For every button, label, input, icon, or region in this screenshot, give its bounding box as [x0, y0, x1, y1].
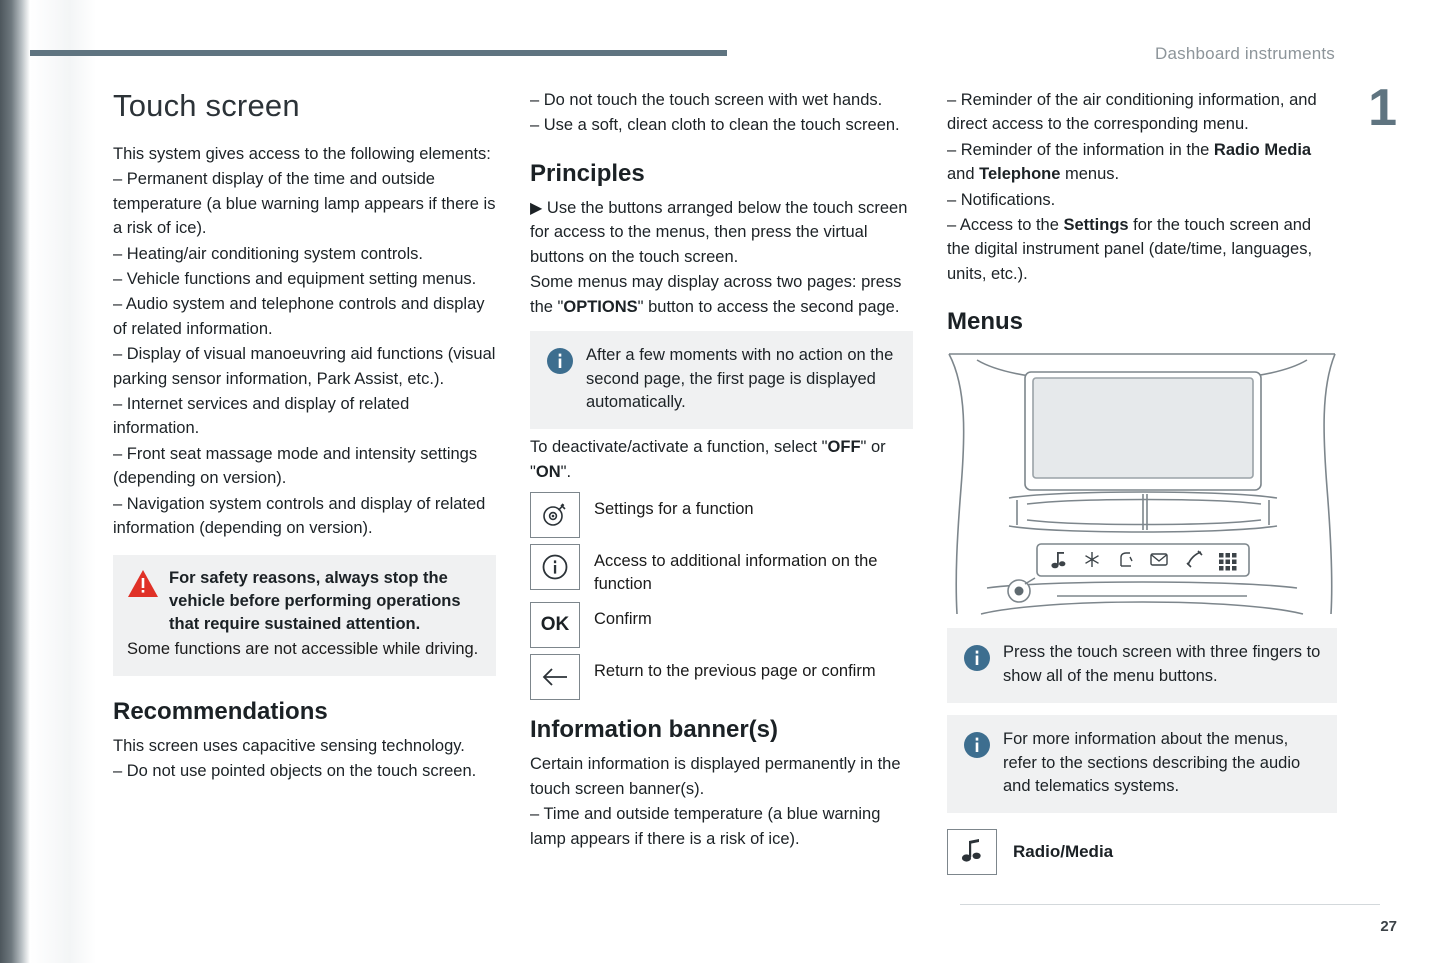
info-circle-icon — [530, 544, 580, 590]
book-gutter-inner — [30, 0, 96, 963]
list-item: – Use a soft, clean cloth to clean the touch screen. — [530, 116, 900, 135]
bullet4-post: for the touch screen and the digital instrument panel (date/time, languages, units, etc.). — [947, 216, 1313, 283]
info-box-three-fingers — [947, 628, 1337, 703]
radio-media-entry — [947, 829, 1337, 875]
info-circle-icon — [546, 344, 574, 415]
ok-text-icon — [530, 602, 580, 648]
music-note-icon — [947, 829, 997, 875]
intro-paragraph: This system gives access to the following elements: — [113, 145, 491, 163]
warning-bold-text: For safety reasons, always stop the vehicle before performing operations that require sustained attention. — [169, 568, 461, 634]
symbol-table — [530, 492, 913, 700]
list-item: – Navigation system controls and display of related information (depending on version). — [113, 494, 486, 538]
list-item: – Reminder of the air conditioning information, and direct access to the corresponding menu. — [947, 91, 1317, 134]
principles-p2-pre: Some menus may display across two pages: press the " — [530, 273, 902, 316]
list-item: – Do not touch the touch screen with wet hands. — [530, 91, 883, 109]
info-circle-icon — [963, 728, 991, 799]
deactivate-paragraph — [530, 435, 913, 484]
deactivate-mid: " or " — [530, 438, 886, 481]
symbol-row — [530, 654, 913, 700]
info-box-two-pages — [530, 331, 913, 429]
list-item: – Display of visual manoeuvring aid functions (visual parking sensor information, Park Assist, etc.). — [113, 345, 496, 388]
footer-rule — [960, 904, 1380, 905]
deactivate-post: ". — [560, 462, 572, 481]
principles-p2-bold: OPTIONS — [563, 297, 638, 316]
info-box-text: After a few moments with no action on the second page, the first page is displayed automatically. — [586, 346, 894, 411]
back-arrow-icon — [530, 654, 580, 700]
info-circle-icon — [963, 641, 991, 689]
book-gutter-shadow — [0, 0, 30, 963]
header-section-title: Dashboard instruments — [1155, 44, 1335, 63]
arrow-bullet-icon: ▶ — [530, 199, 543, 217]
principles-heading: Principles — [530, 159, 645, 187]
list-item: – Audio system and telephone controls and display of related information. — [113, 295, 485, 338]
info-box-text: For more information about the menus, refer to the sections describing the audio and telematics systems. — [1003, 730, 1301, 795]
principles-paragraph-1-text: Use the buttons arranged below the touch screen for access to the menus, then press the virtual buttons on the touch screen. — [530, 198, 908, 266]
deactivate-pre: To deactivate/activate a function, select " — [530, 438, 828, 457]
list-item: – Do not use pointed objects on the touch screen. — [113, 762, 477, 781]
symbol-label: Settings for a function — [594, 500, 754, 519]
list-item: – Internet services and display of related information. — [113, 395, 410, 438]
column-one — [113, 88, 496, 785]
principles-p2-post: " button to access the second page. — [637, 297, 900, 316]
paragraph: This screen uses capacitive sensing technology. — [113, 736, 465, 755]
page-title: Touch screen — [113, 88, 300, 123]
info-box-text: Press the touch screen with three fingers to show all of the menu buttons. — [1003, 643, 1321, 685]
symbol-row — [530, 492, 913, 538]
information-banner-heading: Information banner(s) — [530, 716, 779, 744]
warning-normal-text: Some functions are not accessible while driving. — [127, 639, 479, 658]
principles-paragraph-1 — [530, 196, 913, 269]
radio-media-label: Radio/Media — [1013, 842, 1114, 862]
symbol-row — [530, 544, 913, 596]
deactivate-off: OFF — [827, 438, 861, 457]
bullet2-mid: and — [947, 165, 980, 184]
symbol-label: Return to the previous page or confirm — [594, 662, 876, 681]
recommendations-heading: Recommendations — [113, 697, 328, 725]
header-rule — [30, 50, 727, 56]
bullet2-pre: – Reminder of the information in the — [947, 140, 1214, 159]
page-number: 27 — [1380, 918, 1397, 935]
list-item: – Time and outside temperature (a blue warning lamp appears if there is a risk of ice). — [530, 805, 881, 848]
safety-warning-box — [113, 555, 496, 676]
symbol-label: Confirm — [594, 610, 652, 629]
bullet4-pre: – Access to the — [947, 216, 1064, 235]
settings-gear-icon — [530, 492, 580, 538]
list-item: – Front seat massage mode and intensity settings (depending on version). — [113, 444, 478, 488]
list-item: – Permanent display of the time and outside temperature (a blue warning lamp appears if there is a risk of ice). — [113, 170, 496, 238]
paragraph: Certain information is displayed permanently in the touch screen banner(s). — [530, 755, 901, 798]
column-three — [947, 88, 1337, 875]
symbol-row — [530, 602, 913, 648]
dashboard-touch-screen-illustration — [947, 348, 1337, 616]
bullet2-bold1: Radio Media — [1213, 140, 1312, 159]
symbol-label: Access to additional information on the function — [594, 552, 878, 594]
column-two — [530, 88, 913, 852]
list-item: – Heating/air conditioning system controls. — [113, 244, 423, 263]
menus-heading: Menus — [947, 308, 1024, 336]
bullet4-bold: Settings — [1063, 216, 1129, 235]
bullet2-post: menus. — [1060, 165, 1120, 184]
list-item: – Vehicle functions and equipment setting menus. — [113, 270, 477, 289]
list-item — [947, 213, 1337, 286]
info-box-more-information — [947, 715, 1337, 813]
ok-label: OK — [540, 614, 570, 636]
principles-paragraph-2 — [530, 270, 913, 319]
deactivate-on: ON — [535, 462, 561, 481]
chapter-number: 1 — [1368, 79, 1397, 137]
list-item — [947, 138, 1337, 187]
warning-triangle-icon — [127, 567, 159, 637]
bullet2-bold2: Telephone — [979, 165, 1061, 184]
list-item: – Notifications. — [947, 190, 1056, 209]
